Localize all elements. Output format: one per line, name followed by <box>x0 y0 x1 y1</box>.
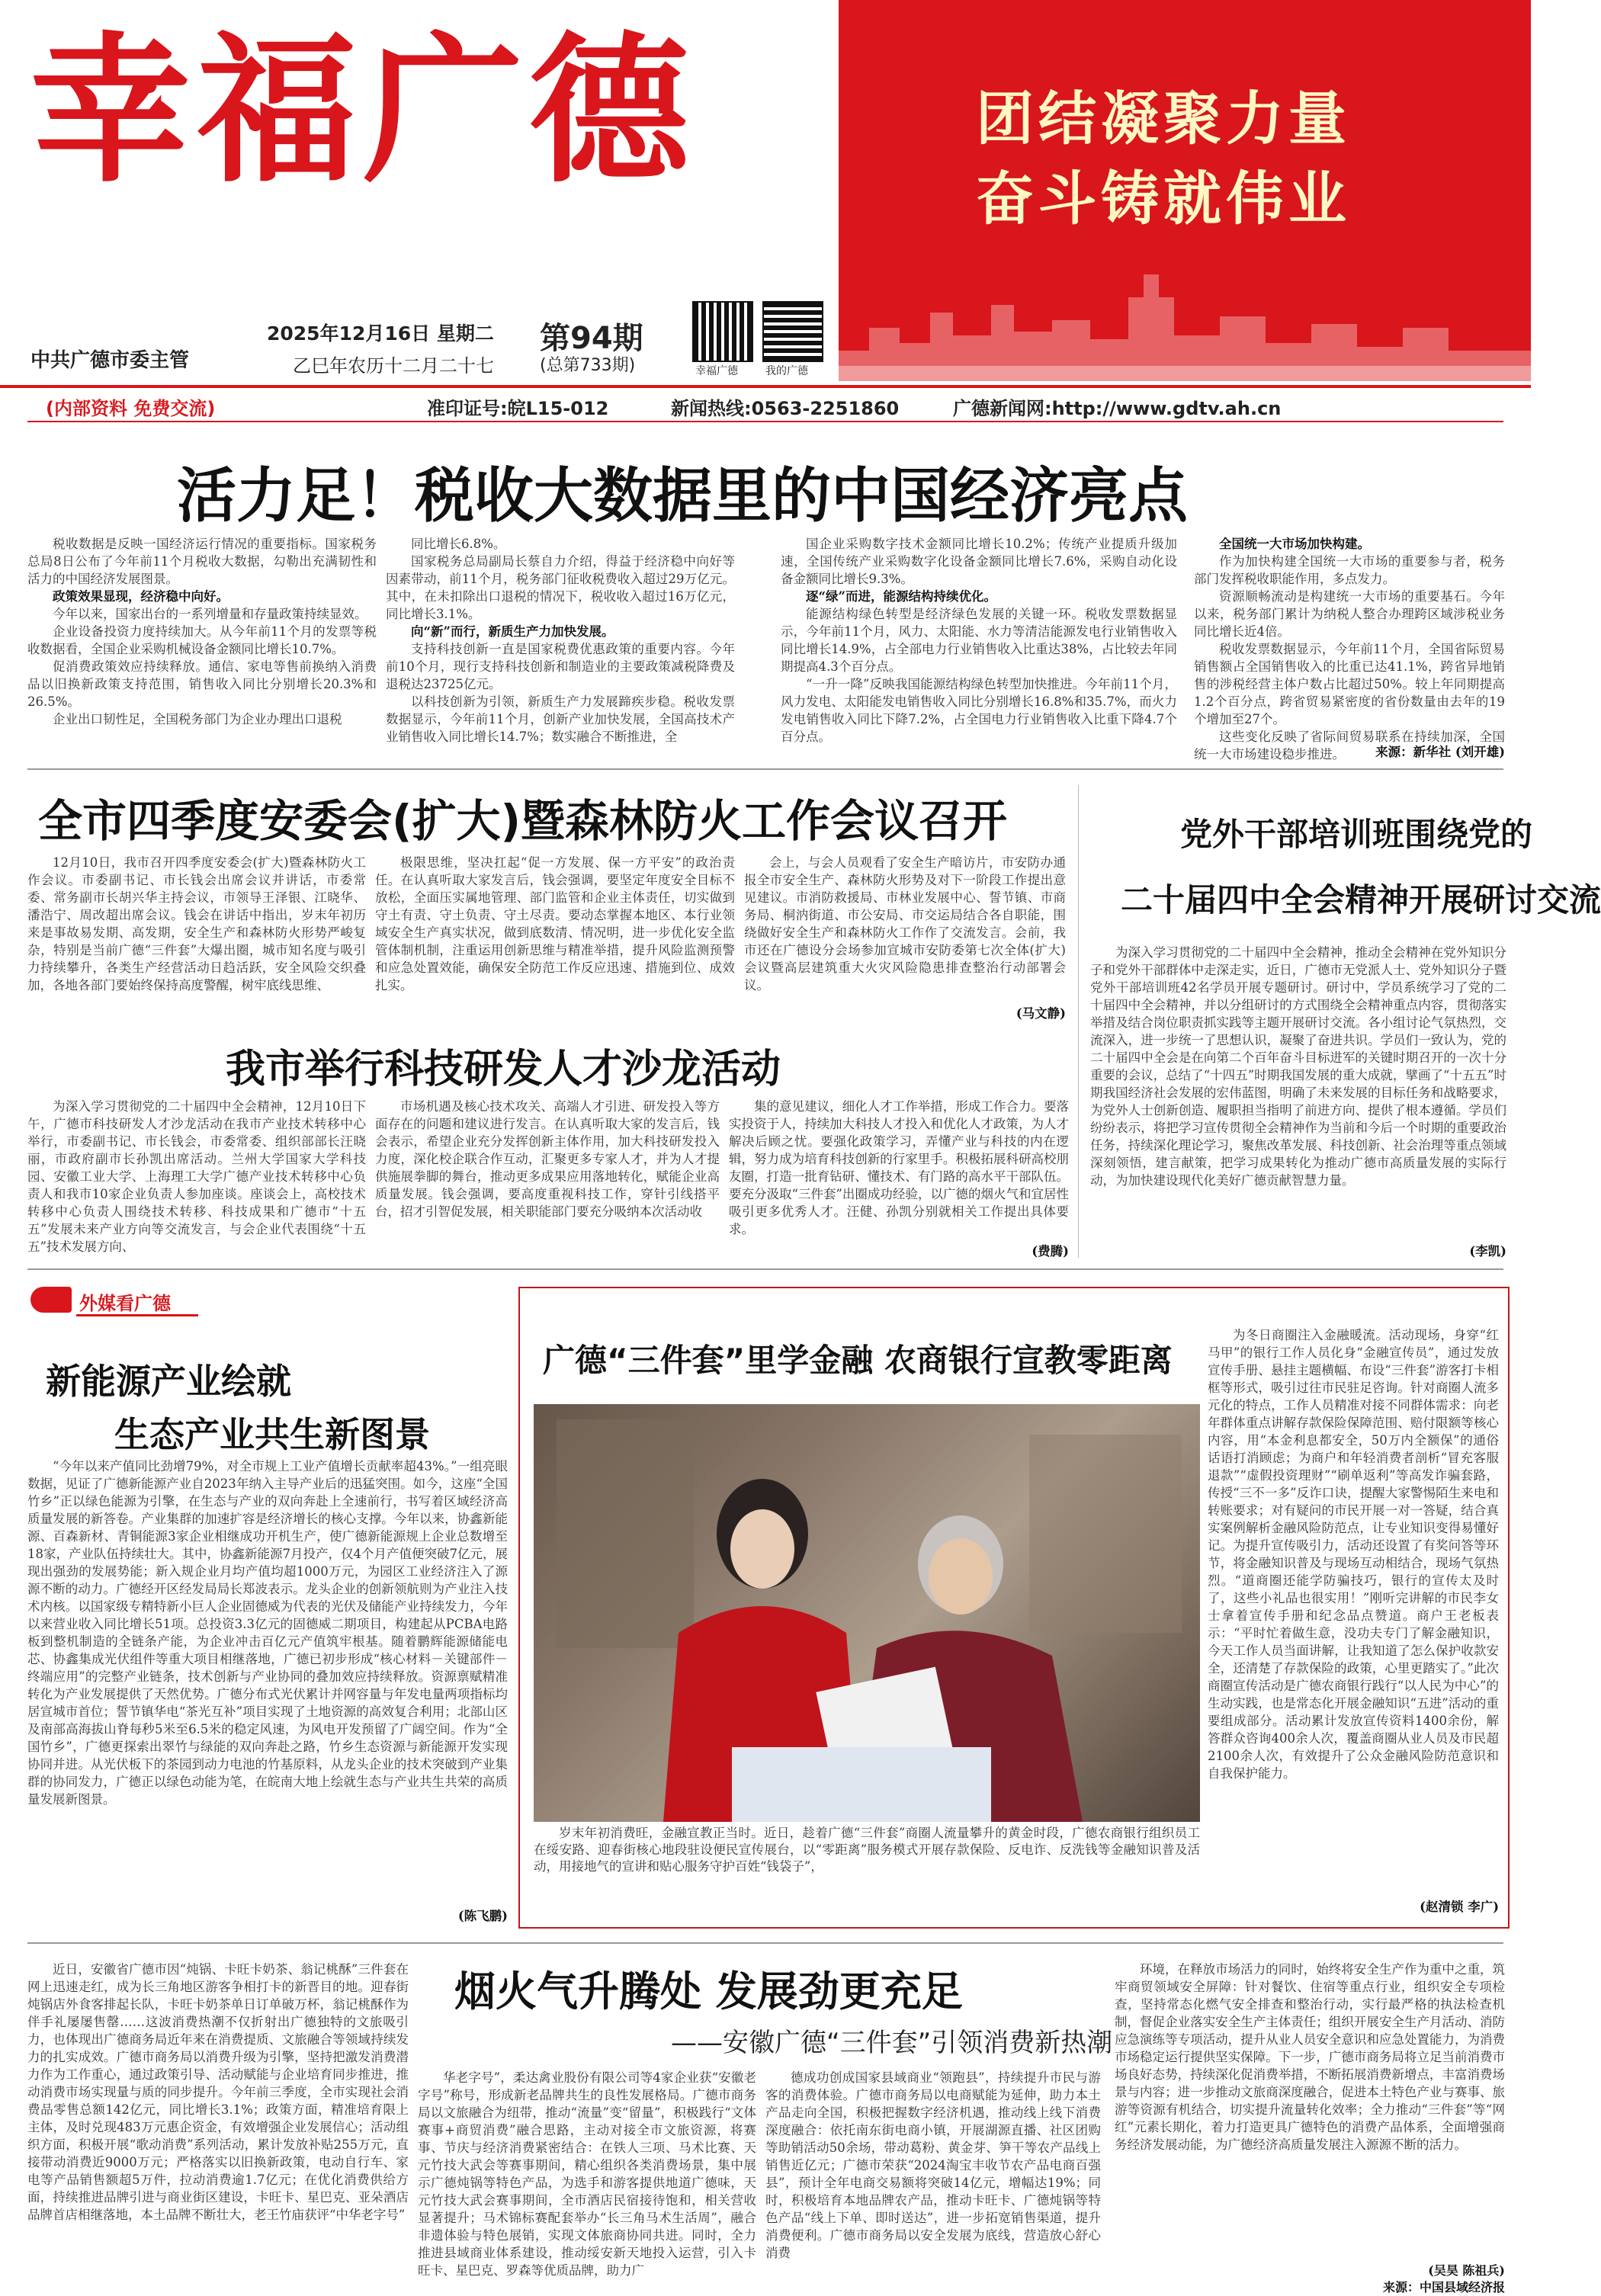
print-permit: 准印证号:皖L15-012 <box>427 398 609 419</box>
article7-source2: 来源：中国县域经济报 <box>1382 2280 1505 2294</box>
qr2-label: 我的广德 <box>765 365 808 377</box>
article3-body: 为深入学习贯彻党的二十届四中全会精神，推动全会精神在党外知识分子和党外干部群体中走深走实，近日，广德市无党派人士、党外知识分子暨党外干部培训班42名学员开展专题研讨。研讨中，学员系统学习了党的二十届四中全会精神，并以分组研讨的方式围绕全会精神重点内容，贯彻落实举措及结合岗位职责抓实践等主题开展研讨交流。各小组讨论气氛热烈，交流深入，进一步统一了思想认识，凝聚了奋进共识。学员们一致认为，党的二十届四中全会是在向第二个百年奋斗目标进军的关键时期召开的一次十分重要的会议，总结了“十四五”时期我国发展的重大成就，擘画了“十五五”时期我国经济社会发展的宏伟蓝图，明确了未来发展的目标任务和战略要求，为党外人士创新创造、履职担当指明了前进方向、提供了根本遵循。学员们纷纷表示，将把学习宣传贯彻全会精神作为当前和今后一个时期的重要政治任务，持续深化理论学习，聚焦改革发展、科技创新、社会治理等重点领域深刻领悟，建言献策，把学习成果转化为推动广德市高质量发展的实际行动，为加快建设现代化美好广德贡献智慧力量。 <box>1090 945 1506 1188</box>
article2-col3: 会上，与会人员观看了安全生产暗访片，市安防办通报全市安全生产、森林防火形势及对下一阶段工作提出意见建议。市消防救援局、市林业发展中心、誓节镇、市商务局、桐汭街道、市公安局、市交运局结合各自职能，围绕做好安全生产和森林防火工作作了交流发言。会前，我市还在广德设分会场参加宣城市安防委第七次全体(扩大)会议暨高层建筑重大火灾风险隐患排查整治行动部署会议。 <box>744 855 1066 992</box>
lunar-date: 乙巳年农历十二月二十七 <box>293 355 494 377</box>
megaphone-icon <box>30 1287 72 1313</box>
news-website[interactable]: 广德新闻网:http://www.gdtv.ah.cn <box>953 398 1282 419</box>
article4-source: (费腾) <box>1032 1244 1069 1259</box>
total-issue: (总第733期) <box>540 356 636 375</box>
paragraph: 企业出口韧性足，全国税务部门为企业办理出口退税 <box>53 712 342 726</box>
article6-bottom-rule <box>27 1942 1503 1944</box>
article1-col2 <box>386 535 735 764</box>
paragraph: 同比增长6.8%。 <box>411 537 506 551</box>
article6-right-col: 为冬日商圈注入金融暖流。活动现场，身穿“红马甲”的银行工作人员化身“金融宣传员”，通过发放宣传手册、悬挂主题横幅、布设“三件套”游客打卡相框等形式，吸引过往市民驻足咨询。针对商圈人流多元化的特点，工作人员精准对接不同群体需求：向老年群体重点讲解存款保险保障范围、赔付限额等核心内容，用“本金利息都安全，50万内全额保”的通俗话语打消顾虑；为商户和年轻消费者剖析“冒充客服退款”“虚假投资理财”“刷单返利”等高发诈骗套路，传授“三不一多”反诈口诀，提醒大家警惕陌生来电和转账要求；对有疑问的市民开展一对一答疑，结合真实案例解析金融风险防范点，让专业知识变得易懂好记。为提升宣传吸引力，活动还设置了有奖问答等环节，将金融知识普及与现场互动相结合，现场气氛热烈。“道商圈还能学防骗技巧，银行的宣传太及时了，这些小礼品也很实用！”刚听完讲解的市民李女士拿着宣传手册和纪念品点赞道。商户王老板表示：“平时忙着做生意，没功夫专门了解金融知识，今天工作人员当面讲解，让我知道了怎么保护收款安全，还清楚了存款保险的政策，心里更踏实了。”此次商圈宣传活动是广德农商银行践行“以人民为中心”的生动实践，也是常态化开展金融知识“五进”活动的重要组成部分。活动累计发放宣传资料1400余份，解答群众咨询400余人次，覆盖商圈从业人员及市民超2100余人次，有效提升了公众金融风险防范意识和自我保护能力。 <box>1208 1328 1499 1781</box>
paragraph: 今年以来，国家出台的一系列增量和存量政策持续显效。 <box>53 607 367 621</box>
article1-bottom-rule <box>27 768 1503 770</box>
article7-subheadline: ——安徽广德“三件套”引领消费新热潮 <box>671 2028 1113 2058</box>
issue-date: 2025年12月16日 星期二 <box>267 322 494 345</box>
article2-headline: 全市四季度安委会(扩大)暨森林防火工作会议召开 <box>38 795 1008 847</box>
article7-col4: 环境，在释放市场活力的同时，始终将安全生产作为重中之重，筑牢商贸领域安全屏障：针对餐饮、住宿等重点行业，组织安全专项检查，坚持常态化燃气安全排查和整治行动，实行最严格的执法检查机制，督促企业落实安全生产主体责任；组织开展安全生产月活动、消防应急演练等专项活动，提升从业人员安全意识和应急处置能力，为消费市场稳定运行提供坚实保障。下一步，广德市商务局将立足当前消费市场良好态势，持续深化促消费举措，不断拓展消费新增点，丰富消费场景与内容；进一步推动文旅商深度融合，促进本土特色产业与赛事、旅游等资源有机结合，切实提升流量转化效率；全力推动“三件套”等“网红”元素长期化，着力打造更具广德特色的消费产品体系，全面增强商务经济发展动能，为广德经济高质量发展注入源源不断的活力。 <box>1115 1962 1505 2152</box>
slogan-line1: 团结凝聚力量 <box>976 85 1351 152</box>
masthead-title: 幸福广德 <box>30 16 696 204</box>
publisher: 中共广德市委主管 <box>30 349 190 372</box>
article6-photo <box>534 1404 1200 1822</box>
article6-caption: 岁末年初消费旺，金融宣教正当时。近日，趁着广德“三件套”商圈人流量攀升的黄金时段，广德农商银行组织员工在绥安路、迎春街核心地段驻设便民宣传展台，以“零距离”服务模式开展存款保险、反电诈、反洗钱等金融知识普及活动，用接地气的宣讲和贴心服务守护百姓“钱袋子”， <box>534 1826 1200 1874</box>
paragraph: 以科技创新为引领，新质生产力发展蹄疾步稳。税收发票数据显示，今年前11个月，创新产业加快发展，全国高技术产业销售收入同比增长14.7%；数实融合不断推进，全 <box>386 694 735 744</box>
slogan-banner <box>839 0 1531 381</box>
paragraph: 税收数据是反映一国经济运行情况的重要指标。国家税务总局8日公布了今年前11个月税收大数据，勾勒出充满韧性和活力的中国经济发展图景。 <box>27 537 377 586</box>
subheading: 向“新”而行，新质生产力加快发展。 <box>411 624 614 639</box>
top-rule <box>27 421 1503 422</box>
qr1-label: 幸福广德 <box>695 365 738 377</box>
paragraph: 作为加快构建全国统一大市场的重要参与者，税务部门发挥税收职能作用，多点发力。 <box>1194 554 1505 586</box>
paragraph: 税收发票数据显示，今年前11个月，全国省际贸易销售额占全国销售收入的比重已达41.1%，跨省异地销售的涉税经营主体户数占比超过50%。较上年同期提高1.2个百分点，跨省贸易紧密度的省份数量由去年的19个增加至27个。 <box>1194 642 1505 726</box>
article7-col2: 华老字号”，柔达禽业股份有限公司等4家企业获“安徽老字号”称号，形成新老品牌共生的良性发展格局。广德市商务局以文旅融合为纽带，推动“流量”变“留量”，积极践行“文体赛事+商贸消费”融合思路，主动对接全市文旅资源，将赛事、节庆与经济消费紧密结合：在铁人三项、马术比赛、天元竹技大武会等赛事期间，精心组织各类消费场景，集中展示广德炖锅等特色产品，为选手和游客提供地道广德味，天元竹技大武会赛事期间，全市酒店民宿接待饱和，相关营收显著提升；马术锦标赛配套举办“长三角马术生活周”，融合非遗体验与特色展销，实现文体旅商协同共进。同时，全力推进县域商业体系建设，推动绥安新天地投入运营，引入卡旺卡、星巴克、罗森等优质品牌，助力广 <box>418 2070 756 2278</box>
article1-headline: 活力足！税收大数据里的中国经济亮点 <box>177 462 1189 531</box>
paragraph: 企业设备投资力度持续加大。从今年前11个月的发票等税收数据看，全国企业采购机械设备金额同比增长10.7%。 <box>27 624 377 656</box>
article5-tag-underline <box>76 1314 198 1316</box>
article1-col1 <box>27 535 377 764</box>
paragraph: 能源结构绿色转型是经济绿色发展的关键一环。税收发票数据显示，今年前11个月，风力、太阳能、水力等清洁能源发电行业销售收入同比增长14.9%，占全部电力行业销售收入比重达38%，占比较去年同期提高4.3个百分点。 <box>781 607 1177 674</box>
article7-source: (吴昊 陈祖兵) <box>1428 2263 1505 2278</box>
article7-headline: 烟火气升腾处 发展劲更充足 <box>454 1967 963 2015</box>
paragraph: “一升一降”反映我国能源结构绿色转型加快推进。今年前11个月，风力发电、太阳能发电销售收入同比分别增长16.8%和35.7%，而火力发电销售收入同比下降7.2%，占全国电力行业销售收入比重下降4.7个百分点。 <box>781 677 1177 744</box>
article2-col1: 12月10日，我市召开四季度安委会(扩大)暨森林防火工作会议。市委副书记、市长钱会出席会议并讲话，市委常委、常务副市长胡兴华主持会议，市领导王泽银、江晓华、潘浩宁、周改超出席会议。钱会在讲话中指出，岁末年初历来是事故易发期、高发期，安全生产和森林防火形势严峻复杂，特别是当前广德“三件套”大爆出圈，城市知名度与吸引力持续攀升，各类生产经营活动日趋活跃，安全风险交织叠加，各地各部门要始终保持高度警醒，树牢底线思维、 <box>27 855 366 992</box>
article5-headline-line2: 生态产业共生新图景 <box>114 1414 430 1455</box>
paragraph: 国企业采购数字技术金额同比增长10.2%；传统产业提质升级加速，全国传统产业采购数字化设备金额同比增长7.6%，采购自动化设备金额同比增长9.3%。 <box>781 537 1177 586</box>
article3-headline-line1: 党外干部培训班围绕党的 <box>1180 816 1533 853</box>
paragraph: 国家税务总局副局长蔡自力介绍，得益于经济稳中向好等因素带动，前11个月，税务部门征收税费收入超过29万亿元。其中，在未扣除出口退税的情况下，税收收入超过16万亿元，同比增长3.1%。 <box>386 554 735 621</box>
article3-headline-line2: 二十届四中全会精神开展研讨交流 <box>1121 881 1601 919</box>
article4-col2: 市场机遇及核心技术攻关、高端人才引进、研发投入等方面存在的问题和建议进行发言。在认真听取大家的发言后，钱会表示，希望企业充分发挥创新主体作用，加大科技研发投入力度，深化校企联合作互动，汇聚更多专家人才，并为人才提供施展拳脚的舞台，推动更多成果应用落地转化，赋能企业高质量发展。钱会强调，要高度重视科技工作，穿针引线搭平台，招才引智促发展，相关职能部门要充分吸纳本次活动收 <box>375 1099 720 1219</box>
article4-headline: 我市举行科技研发人才沙龙活动 <box>226 1047 781 1092</box>
info-bar <box>0 389 1531 419</box>
article5-body: “今年以来产值同比劲增79%，对全市规上工业产值增长贡献率超43%。”一组亮眼数据，见证了广德新能源产业自2023年纳入主导产业后的迅猛突围。如今，这座“全国竹乡”正以绿色能源为引擎，在生态与产业的双向奔赴上全速前行，书写着区域经济高质量发展的新答卷。产业集群的加速扩容是经济增长的核心支撑。今年以来，协鑫新能源、百森新材、青铜能源3家企业相继成功开机生产，使广德新能源规上企业总数增至18家，产业队伍持续壮大。其中，协鑫新能源7月投产，仅4个月产值便突破7亿元，展现出强劲的发展势能；新入规企业月均产值均超1000万元，为园区工业经济注入了源源不断的动力。广德经开区经发局局长郑波表示。龙头企业的创新领航则为产业注入技术内核。以国家级专精特新小巨人企业固德威为代表的光伏及储能产业持续发力，今年以来营业收入同比增长51项。总投资3.3亿元的固德威二期项目，构建起从PCBA电路板到整机制造的全链条产能，为企业冲击百亿元产值筑牢根基。随着鹏辉能源储能电芯、协鑫集成光伏组件等重大项目相继落地，广德已初步形成“核心材料－关键部件－终端应用”的完整产业链条，技术创新与产业协同的叠加效应持续释放。资源禀赋精准转化为产业发展提供了天然优势。广德分布式光伏累计并网容量与年发电量两项指标均居宣城市首位；誓节镇华电“茶光互补”项目实现了土地资源的高效复合利用；北部山区及南部高海拔山脊每秒5米至6.5米的稳定风速，为风电开发预留了广阔空间。作为“全国竹乡”，广德更探索出翠竹与绿能的双向奔赴之路，竹乡生态资源与新能源开发实现协同并进。从光伏板下的茶园到动力电池的竹基原料，从龙头企业的技术突破到产业集群的协同发力，广德正以绿色动能为笔，在皖南大地上绘就生态与产业共生共荣的高质量发展新图景。 <box>27 1459 508 1807</box>
qr-code-xingfu[interactable] <box>692 301 753 362</box>
subheading: 逐“绿”而进，能源结构持续优化。 <box>806 589 996 604</box>
article5-headline-line1: 新能源产业绘就 <box>46 1361 291 1402</box>
article2-col2: 极限思维，坚决扛起“促一方发展、保一方平安”的政治责任。在认真听取大家发言后，钱会强调，要坚定年度安全目标不放松，全面压实属地管理、部门监管和企业主体责任，切实做到守土有责、守土负责、守土尽责。要动态掌握本地区、本行业领域安全生产真实状况，做到底数清、情况明，进一步优化安全监管体制机制，注重运用创新思维与精准举措，提升风险监测预警和应急处置效能，确保安全防范工作反应迅速、措施到位、成效扎实。 <box>375 855 735 992</box>
issue-number: 第94期 <box>540 321 643 356</box>
article6-headline: 广德“三件套”里学金融 农商银行宣教零距离 <box>543 1342 1173 1379</box>
article5-source: (陈飞鹏) <box>457 1909 508 1923</box>
photo-illustration <box>534 1404 1200 1822</box>
paragraph: 促消费政策效应持续释放。通信、家电等售前换纳入消费品以旧换新政策支持范围，销售收入同比分别增长20.3%和26.5%。 <box>27 659 377 709</box>
paragraph: 支持科技创新一直是国家税费优惠政策的重要内容。今年前10个月，现行支持科技创新和制造业的主要政策减税降费及退税达23725亿元。 <box>386 642 735 691</box>
article4-col3: 集的意见建议，细化人才工作举措，形成工作合力。要落实投资于人，持续加大科技人才投入和优化人才政策，为人才解决后顾之忧。要强化政策学习，弄懂产业与科技的内在逻辑，努力成为培育科技创新的行家里手。积极拓展科研高校朋友圈，打造一批育钻研、懂技术、有门路的高水平干部队伍。要充分汲取“三件套”出圈成功经验，以广德的烟火气和宜居性吸引更多优秀人才。汪健、孙凯分别就相关工作提出具体要求。 <box>729 1099 1069 1236</box>
article7-col3: 德成功创成国家县域商业“领跑县”，持续提升市民与游客的消费体验。广德市商务局以电商赋能为延伸，助力本土产品走向全国，积极把握数字经济机遇，推动线上线下消费深度融合：依托南东街电商小镇，开展湖源直播、社区团购等助销活动50余场，带动葛粉、黄金芽、笋干等农产品线上销售近亿元；广德市荣获“2024淘宝丰收节农产品电商百强县”，预计全年电商交易额将突破14亿元，增幅达19%；同时，积极培育本地品牌农产品，推动卡旺卡、广德炖锅等特色产品“线上下单、即时送达”，进一步拓宽销售渠道，提升消费便利。广德市商务局以安全发展为底线，营造放心舒心消费 <box>765 2070 1101 2260</box>
article7-col1: 近日，安徽省广德市因“炖锅、卡旺卡奶茶、翁记桃酥”三件套在网上迅速走红，成为长三角地区游客争相打卡的新晋目的地。迎春街炖锅店外食客排起长队，卡旺卡奶茶单日订单破万杯，翁记桃酥作为伴手礼屡屡售罄……这波消费热潮不仅折射出广德独特的文旅吸引力，也体现出广德商务局近年来在消费提质、文旅融合等领域持续发力的扎实成效。广德市商务局以消费升级为引擎，坚持把激发消费潜力作为工作重心，通过政策引导、活动赋能与企业培育同步推进，推动消费市场实现量与质的同步提升。今年前三季度，全市实现社会消费品零售总额142亿元，同比增长3.1%；政策方面，精准培育限上主体，及时兑现483万元惠企资金，有效增强企业发展信心；活动组织方面，积极开展“歌动消费”系列活动，累计发放补贴255万元，直接带动消费近9000万元；严格落实以旧换新政策，电动自行车、家电等产品销售额超5万件，拉动消费逾1.7亿元；在优化消费供给方面，持续推进品牌引进与商业街区建设，卡旺卡、星巴克、亚朵酒店品牌首店相继落地，本土品牌不断壮大，老王竹庙获评“中华老字号” <box>27 1962 409 2222</box>
masthead-divider <box>0 385 1531 388</box>
internal-notice: (内部资料 免费交流) <box>46 398 216 419</box>
article5-tag: 外媒看广德 <box>79 1293 171 1314</box>
paragraph: 这些变化反映了省际间贸易联系在持续加深，全国统一大市场建设稳步推进。 <box>1194 730 1505 762</box>
article1-source: 来源：新华社 (刘开雄) <box>1375 745 1505 759</box>
subheading: 全国统一大市场加快构建。 <box>1219 537 1370 551</box>
article6-source: (赵清锁 李广) <box>1420 1900 1499 1914</box>
article4-bottom-rule <box>27 1268 1503 1270</box>
city-skyline-graphic <box>839 259 1531 381</box>
qr-code-wode[interactable] <box>762 301 823 362</box>
article2-source: (马文静) <box>1015 1006 1066 1021</box>
subheading: 政策效果显现，经济稳中向好。 <box>53 589 229 604</box>
article3-source: (李凯) <box>1469 1244 1506 1259</box>
article4-col1: 为深入学习贯彻党的二十届四中全会精神，12月10日下午，广德市科技研发人才沙龙活动在我市产业技术转移中心举行，市委副书记、市长钱会，市委常委、组织部部长汪晓丽，市政府副市长孙凯出席活动。兰州大学国家大学科技园、安徽工业大学、上海理工大学广德产业技术转移中心负责人和我市10家企业负责人参加座谈。座谈会上，高校技术转移中心负责人围绕技术转移、科技成果和广德市“十五五”发展未来产业方向等交流发言，与会企业代表围绕“十五五”技术发展方向、 <box>27 1099 366 1254</box>
article3-divider <box>1078 785 1079 1258</box>
slogan-line2: 奋斗铸就伟业 <box>976 165 1351 232</box>
paragraph: 资源顺畅流动是构建统一大市场的重要基石。今年以来，税务部门累计为纳税人整合办理跨区域涉税业务同比增长近4倍。 <box>1194 589 1505 639</box>
news-hotline: 新闻热线:0563-2251860 <box>671 398 900 419</box>
article1-col3 <box>781 535 1177 764</box>
